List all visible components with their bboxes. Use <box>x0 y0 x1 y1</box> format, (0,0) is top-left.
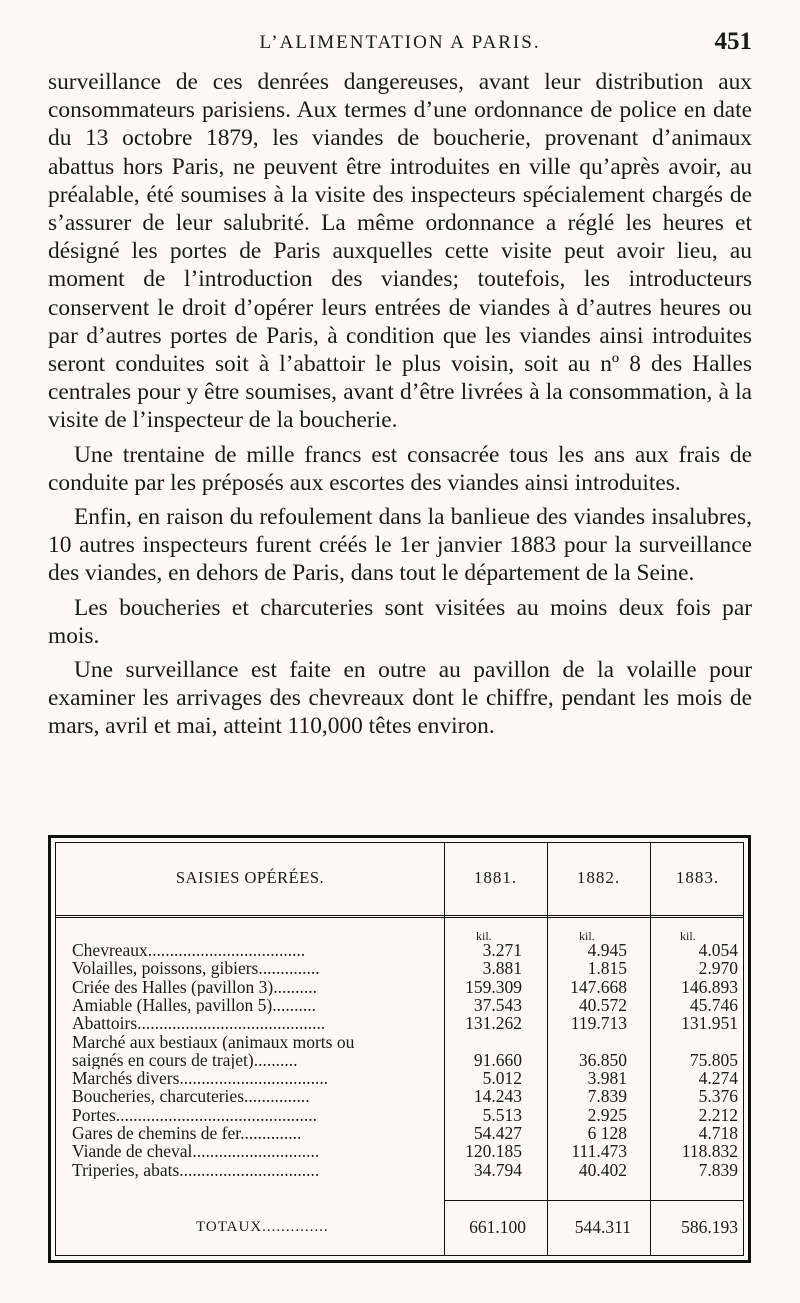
totals-label: TOTAUX.............. <box>196 1219 329 1235</box>
body-text <box>48 68 752 747</box>
row-value-1882: 40.572 <box>578 994 627 1015</box>
header-rule-double <box>56 917 743 918</box>
row-value-1881: 131.262 <box>465 1013 522 1034</box>
row-label: Gares de chemins de fer.............. <box>72 1124 302 1143</box>
row-value-1881: 5.513 <box>482 1104 522 1125</box>
row-value-1882: 1.815 <box>587 958 627 979</box>
header-label: SAISIES OPÉRÉES. <box>175 868 325 887</box>
paragraph-1: surveillance de ces denrées dangereuses, avant leur distribution aux consommateurs parisiens. Aux termes d’une ordonnance de police en date du 13 octobre 1879, les viandes de boucherie, provenant d’animaux abattus hors Paris, ne peuvent être introduites en ville qu’après avoir, au préalable, été soumises à la visite des inspecteurs spécialement chargés de s’assurer de leur salubrité. La même ordonnance a réglé les heures et désigné les portes de Paris auxquelles cette visite peut avoir lieu, au moment de l’introduction des viandes; toutefois, les introducteurs conservent le droit d’opérer leurs entrées de viandes à d’autres heures ou par d’autres portes de Paris, à condition que les viandes ainsi introduites seront conduites soit à l’abattoir le plus voisin, soit au nº 8 des Halles centrales pour y être soumises, avant d’être livrées à la consommation, à la visite de l’inspecteur de la boucherie. <box>48 69 752 434</box>
table-inner-border <box>55 842 744 1256</box>
totals-rule <box>444 1200 743 1201</box>
header-year-1881: 1881. <box>473 868 518 887</box>
running-title: L’ALIMENTATION A PARIS. <box>259 32 541 53</box>
paragraph-3: Enfin, en raison du refoulement dans la banlieue des viandes insalubres, 10 autres inspecteurs furent créés le 1er janvier 1883 pour la surveillance des viandes, en dehors de Paris, dans tout le département de la Seine. <box>48 504 752 587</box>
row-label: Portes.............................................. <box>72 1105 317 1124</box>
row-value-1881: 5.012 <box>482 1068 522 1089</box>
paragraph-2: Une trentaine de mille francs est consacrée tous les ans aux frais de conduite par les préposés aux escortes des viandes ainsi introduites. <box>48 441 752 496</box>
row-value-1883: 2.970 <box>698 958 738 979</box>
total-1883: 586.193 <box>681 1217 738 1237</box>
row-value-1882: 4.945 <box>587 940 627 960</box>
running-head <box>48 30 752 60</box>
total-1881: 661.100 <box>469 1217 526 1237</box>
row-value-1881: 54.427 <box>473 1123 522 1143</box>
row-value-1881: 120.185 <box>465 1141 522 1162</box>
row-value-1881: 37.543 <box>473 994 522 1015</box>
row-value-1883: 4.054 <box>698 940 738 960</box>
row-value-1882: 6 128 <box>587 1123 627 1143</box>
row-value-1881: 159.309 <box>465 976 522 997</box>
column-rule-1 <box>444 843 445 1255</box>
column-rule-3 <box>650 843 651 1255</box>
row-value-1881: 14.243 <box>473 1086 522 1107</box>
row-value-1882: 36.850 <box>578 1049 627 1070</box>
row-label: Boucheries, charcuteries............... <box>72 1087 310 1106</box>
row-label: saignés en cours de trajet).......... <box>72 1050 298 1070</box>
row-label: Volailles, poissons, gibiers.............. <box>72 959 320 978</box>
row-label: Marchés divers.................................. <box>72 1069 329 1088</box>
header-year-1882: 1882. <box>576 868 621 887</box>
row-label: Chevreaux.................................... <box>72 941 306 960</box>
row-value-1883: 131.951 <box>681 1013 738 1034</box>
seizures-table <box>48 835 751 1263</box>
paragraph-4: Les boucheries et charcuteries sont visitées au moins deux fois par mois. <box>48 594 752 649</box>
row-label: Criée des Halles (pavillon 3).......... <box>72 977 317 996</box>
row-value-1882: 3.981 <box>587 1068 627 1089</box>
row-label: Amiable (Halles, pavillon 5).......... <box>72 995 316 1015</box>
row-value-1882: 40.402 <box>578 1159 627 1180</box>
row-value-1882: 7.839 <box>587 1086 627 1107</box>
column-rule-2 <box>547 843 548 1255</box>
row-label: Abattoirs........................................... <box>72 1014 326 1033</box>
unit-1882: kil. <box>579 929 595 943</box>
row-value-1883: 146.893 <box>681 976 738 997</box>
row-value-1882: 147.668 <box>570 976 627 997</box>
row-value-1883: 7.839 <box>698 1159 738 1180</box>
unit-1881: kil. <box>476 929 492 943</box>
row-value-1883: 2.212 <box>698 1104 738 1125</box>
row-value-1882: 2.925 <box>587 1104 627 1125</box>
paragraph-5: Une surveillance est faite en outre au pavillon de la volaille pour examiner les arrivages des chevreaux dont le chiffre, pendant les mois de mars, avril et mai, atteint 110,000 têtes environ. <box>48 657 752 740</box>
header-rule <box>56 915 743 916</box>
page-number: 451 <box>714 28 752 55</box>
row-value-1883: 4.274 <box>698 1068 738 1089</box>
row-value-1881: 3.881 <box>482 958 522 979</box>
row-value-1883: 118.832 <box>681 1141 738 1162</box>
row-label: Triperies, abats................................ <box>72 1160 320 1179</box>
row-value-1882: 119.713 <box>570 1013 627 1034</box>
row-label: Viande de cheval............................. <box>72 1142 320 1161</box>
row-value-1883: 4.718 <box>698 1123 738 1143</box>
row-value-1883: 75.805 <box>689 1049 738 1070</box>
header-year-1883: 1883. <box>675 868 720 887</box>
row-label: Marché aux bestiaux (animaux morts ou <box>72 1032 355 1051</box>
total-1882: 544.311 <box>574 1217 631 1237</box>
row-value-1881: 3.271 <box>482 940 522 960</box>
unit-1883: kil. <box>680 929 696 943</box>
row-value-1881: 34.794 <box>473 1159 522 1180</box>
row-value-1883: 5.376 <box>698 1086 738 1107</box>
row-value-1882: 111.473 <box>571 1141 627 1162</box>
row-value-1881: 91.660 <box>473 1049 522 1070</box>
row-value-1883: 45.746 <box>689 994 738 1015</box>
